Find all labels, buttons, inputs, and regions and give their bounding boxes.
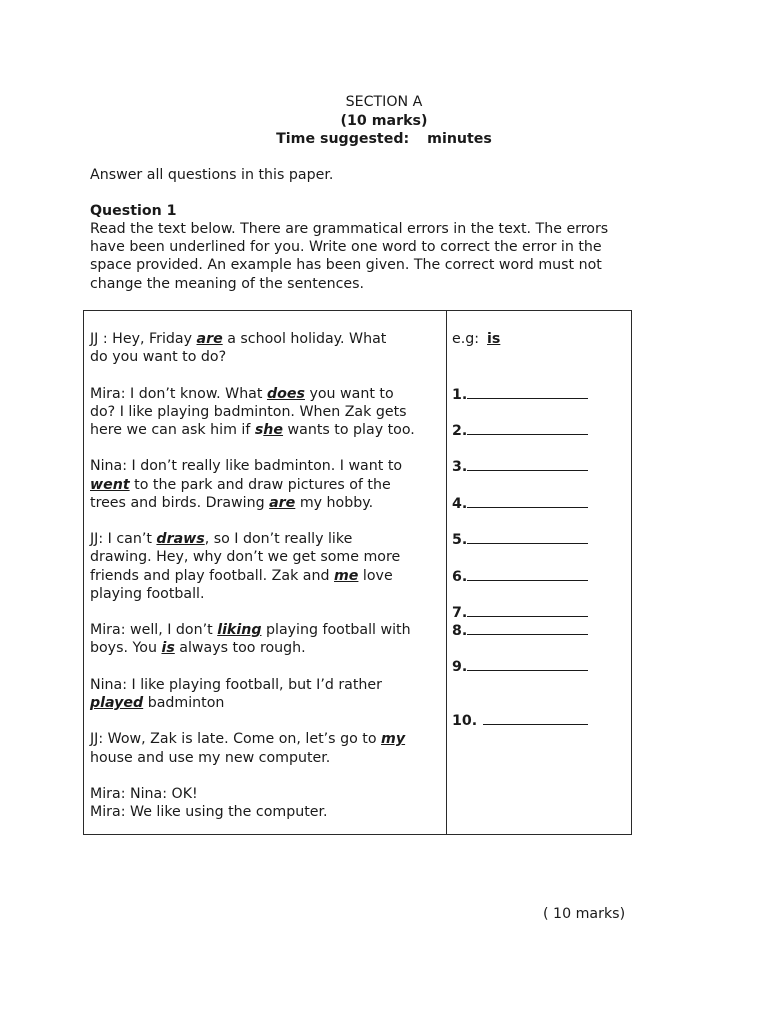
passage-text: s: [254, 422, 264, 438]
passage-text: Nina: I like playing football, but I’d rather: [90, 676, 382, 693]
answer-blank[interactable]: [467, 493, 588, 508]
passage-text: to the park and draw pictures of the: [129, 476, 391, 493]
passage-text: wants to play too.: [283, 422, 415, 438]
section-title: SECTION A: [345, 94, 423, 110]
question-line: Read the text below. There are grammatical errors in the text. The errors: [90, 221, 609, 237]
column-divider: [446, 311, 447, 834]
answer-line[interactable]: [452, 384, 588, 404]
question-line: space provided. An example has been given. The correct word must not: [90, 257, 602, 274]
answer-line[interactable]: [452, 566, 588, 586]
error-word: my: [381, 731, 406, 748]
answer-line[interactable]: [452, 456, 588, 476]
error-word: are: [269, 494, 296, 511]
answer-line[interactable]: [452, 602, 588, 622]
passage-text: Mira: I don’t know. What: [90, 385, 267, 402]
passage-text: always too rough.: [174, 640, 306, 657]
time-unit: minutes: [427, 131, 492, 147]
answer-line[interactable]: [452, 620, 588, 640]
answer-number: 2.: [452, 423, 468, 439]
passage-text: Mira: We like using the computer.: [90, 804, 328, 821]
passage-text: my hobby.: [295, 494, 374, 511]
answer-line[interactable]: [452, 493, 588, 513]
answer-line[interactable]: [452, 656, 588, 676]
instructions: Answer all questions in this paper.: [90, 167, 334, 183]
passage-text: JJ: I can’t: [90, 531, 157, 548]
passage-text: love: [358, 567, 393, 584]
error-word: does: [266, 385, 305, 402]
question-description: [90, 220, 660, 293]
passage-paragraph: [90, 785, 440, 821]
passage-text: playing football.: [90, 585, 205, 602]
answer-number: 5.: [452, 532, 468, 548]
example-label: e.g:: [452, 331, 480, 347]
passage-text: badminton: [143, 694, 225, 711]
example-answer: [452, 330, 500, 348]
passage-paragraph: [90, 457, 440, 512]
answer-number: 1.: [452, 387, 468, 403]
passage-text: house and use my new computer.: [90, 749, 331, 766]
answer-blank[interactable]: [467, 420, 588, 435]
error-word: liking: [217, 622, 262, 639]
passage-paragraph: [90, 530, 440, 603]
answer-number: 3.: [452, 459, 468, 475]
passage-text: a school holiday. What: [222, 331, 387, 347]
passage-text: drawing. Hey, why don’t we get some more: [90, 549, 401, 566]
passage-text: friends and play football. Zak and: [90, 567, 335, 584]
question-line: have been underlined for you. Write one word to correct the error in the: [90, 239, 602, 256]
passage-paragraph: [90, 385, 440, 440]
passage-text: , so I don’t really like: [204, 531, 353, 548]
question-line: change the meaning of the sentences.: [90, 275, 365, 292]
passage-text: you want to: [304, 385, 394, 402]
answer-line[interactable]: [452, 710, 588, 730]
error-word: played: [90, 694, 144, 711]
time-suggested: [0, 130, 768, 149]
error-word: is: [161, 640, 175, 657]
answer-number: 6.: [452, 569, 468, 585]
passage-paragraph: [90, 676, 440, 712]
answer-blank[interactable]: [467, 456, 588, 471]
passage-text: do you want to do?: [90, 349, 227, 366]
passage-text: Nina: I don’t really like badminton. I want to: [90, 458, 403, 475]
passage-text: JJ: Wow, Zak is late. Come on, let’s go to: [90, 731, 382, 748]
error-word: draws: [156, 531, 205, 548]
question-title: Question 1: [90, 203, 177, 219]
error-word: he: [263, 422, 284, 438]
total-marks: ( 10 marks): [543, 906, 626, 922]
passage-text: Mira: well, I don’t: [90, 622, 218, 639]
answer-blank[interactable]: [467, 529, 588, 544]
passage-text: here we can ask him if: [90, 422, 255, 438]
answer-line[interactable]: [452, 529, 588, 549]
answer-blank[interactable]: [467, 384, 588, 399]
section-marks: (10 marks): [340, 112, 428, 129]
answer-number: 8.: [452, 623, 468, 639]
section-header: [0, 93, 768, 149]
passage-text: trees and birds. Drawing: [90, 494, 270, 511]
passage-text: do? I like playing badminton. When Zak gets: [90, 403, 407, 420]
answer-blank[interactable]: [483, 710, 588, 725]
error-word: are: [196, 331, 223, 347]
answer-line[interactable]: [452, 420, 588, 440]
answer-blank[interactable]: [467, 566, 588, 581]
error-word: me: [334, 567, 359, 584]
time-label: Time suggested:: [276, 131, 410, 147]
passage-text: JJ : Hey, Friday: [90, 331, 197, 347]
answer-number: 9.: [452, 659, 468, 675]
passage-paragraph: [90, 330, 440, 366]
answer-blank[interactable]: [467, 602, 588, 617]
passage-text: playing football with: [261, 622, 411, 639]
answer-blank[interactable]: [467, 620, 588, 635]
passage-text: Mira: Nina: OK!: [90, 785, 198, 802]
example-word: is: [487, 331, 501, 347]
answer-column: [452, 311, 627, 834]
answer-number: 7.: [452, 605, 468, 621]
passage-text: boys. You: [90, 640, 162, 657]
answer-blank[interactable]: [467, 656, 588, 671]
error-word: went: [90, 476, 130, 493]
answer-number: 4.: [452, 496, 468, 512]
passage-paragraph: [90, 621, 440, 657]
passage: [90, 330, 440, 840]
answer-number: 10.: [452, 713, 478, 729]
passage-paragraph: [90, 730, 440, 766]
exercise-table: [83, 310, 632, 835]
